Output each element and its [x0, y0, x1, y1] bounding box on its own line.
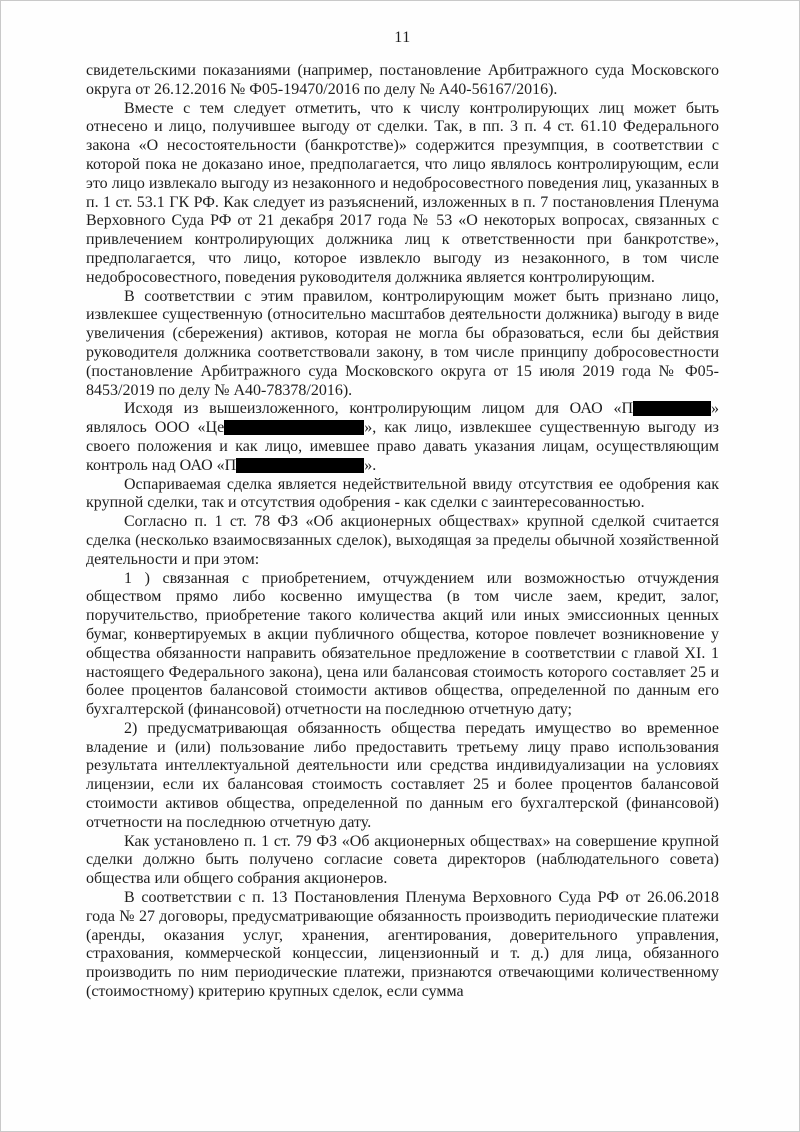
paragraph: Оспариваемая сделка является недействительной ввиду отсутствия ее одобрения как крупной сделки, так и отсутствия одобрения - как сделки с заинтересованностью.	[86, 475, 719, 512]
redaction-box	[633, 401, 711, 416]
page-number: 11	[394, 29, 411, 46]
paragraph-with-redactions	[86, 400, 719, 475]
paragraph-list-item-1: 1 ) связанная с приобретением, отчуждением или возможностью отчуждения обществом прямо либо косвенно имущества (в том числе заем, кредит, залог, поручительство, приобретение такого количества акций или иных эмиссионных ценных бумаг, конвертируемых в акции публичного общества, которое повлечет возникновение у общества обязанности направить обязательное предложение в соответствии с главой XI. 1 настоящего Федерального закона), цена или балансовая стоимость которого составляет 25 и более процентов балансовой стоимости активов общества, определенной по данным его бухгалтерской (финансовой) отчетности на последнюю отчетную дату;	[86, 569, 719, 719]
text-segment: Исходя из вышеизложенного, контролирующим лицом для ОАО «П	[124, 400, 633, 418]
paragraph: В соответствии с п. 13 Постановления Пленума Верховного Суда РФ от 26.06.2018 года № 27 договоры, предусматривающие обязанность производить периодические платежи (аренды, оказания услуг, хранения, агентирования, доверительного управления, страхования, коммерческой концессии, лицензионный и т. д.) для лица, обязанного производить по ним периодические платежи, признаются отвечающими количественному (стоимостному) критерию крупных сделок, если сумма	[86, 889, 719, 1001]
redaction-box	[224, 420, 364, 435]
redaction-box	[236, 458, 364, 473]
text-segment: » являлось ООО «Це	[86, 400, 719, 437]
paragraph: Вместе с тем следует отметить, что к числу контролирующих лиц может быть отнесено и лицо, получившее выгоду от сделки. Так, в пп. 3 п. 4 ст. 61.10 Федерального закона «О несостоятельности (банкротстве)» содержится презумпция, в соответствии с которой пока не доказано иное, предполагается, что лицо являлось контролирующим, если это лицо извлекало выгоду из незаконного и недобросовестного поведения лиц, указанных в п. 1 ст. 53.1 ГК РФ. Как следует из разъяснений, изложенных в п. 7 постановления Пленума Верховного Суда РФ от 21 декабря 2017 года № 53 «О некоторых вопросах, связанных с привлечением контролирующих должника лиц к ответственности при банкротстве», предполагается, что лицо, которое извлекло выгоду из незаконного, в том числе недобросовестного, поведения руководителя должника является контролирующим.	[86, 99, 719, 286]
paragraph-continued-from-previous-page: свидетельскими показаниями (например, постановление Арбитражного суда Московского округа от 26.12.2016 № Ф05-19470/2016 по делу № А40-56167/2016).	[86, 62, 719, 98]
text-segment: », как лицо, извлекшее существенную выгоду из своего положения и как лицо, имевшее право давать указания лицам, осуществляющим контроль над ОАО «П	[86, 419, 719, 474]
document-text	[86, 62, 719, 1002]
paragraph-list-item-2: 2) предусматривающая обязанность общества передать имущество во временное владение и (или) пользование либо предоставить третьему лицу право использования результата интеллектуальной деятельности или средства индивидуализации на условиях лицензии, если их балансовая стоимость составляет 25 и более процентов балансовой стоимости активов общества, определенной по данным его бухгалтерской (финансовой) отчетности на последнюю отчетную дату.	[86, 719, 719, 831]
paragraph: Согласно п. 1 ст. 78 ФЗ «Об акционерных обществах» крупной сделкой считается сделка (несколько взаимосвязанных сделок), выходящая за пределы обычной хозяйственной деятельности и при этом:	[86, 513, 719, 568]
paragraph: В соответствии с этим правилом, контролирующим может быть признано лицо, извлекшее существенную (относительно масштабов деятельности должника) выгоду в виде увеличения (сбережения) активов, которая не могла бы образоваться, если бы действия руководителя должника соответствовали закону, в том числе принципу добросовестности (постановление Арбитражного суда Московского округа от 15 июля 2019 года № Ф05-8453/2019 по делу № А40-78378/2016).	[86, 287, 719, 399]
text-segment: ».	[364, 456, 377, 474]
paragraph: Как установлено п. 1 ст. 79 ФЗ «Об акционерных обществах» на совершение крупной сделки должно быть получено согласие совета директоров (наблюдательного совета) общества или общего собрания акционеров.	[86, 832, 719, 888]
